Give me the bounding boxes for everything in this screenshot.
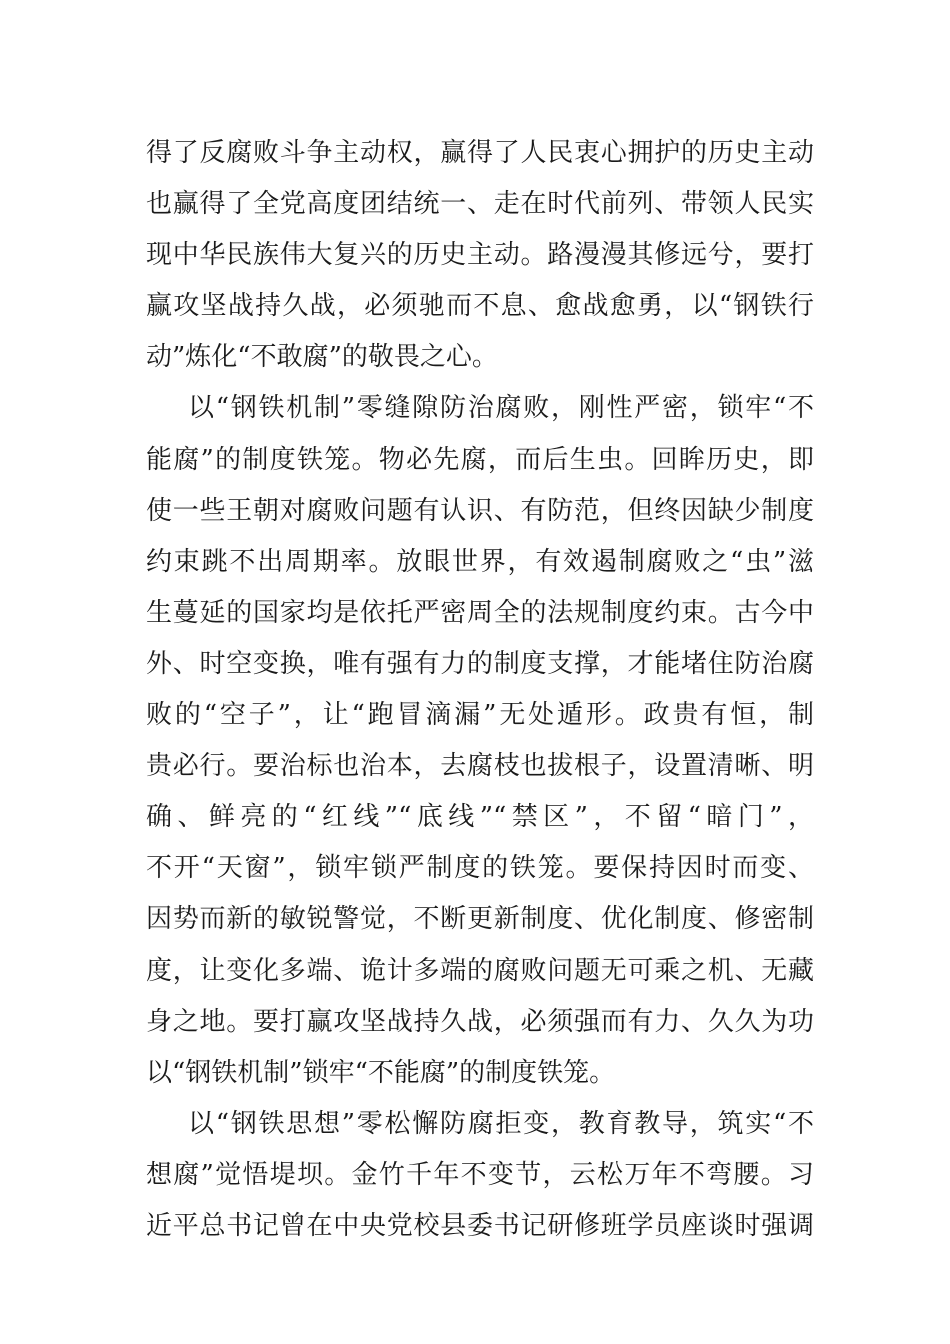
text-line: 动”炼化“不敢腐”的敬畏之心。 — [146, 342, 498, 373]
text-line: 不开“天窗”，锁牢锁严制度的铁笼。要保持因时而变、 — [146, 853, 814, 884]
text-line: 生蔓延的国家均是依托严密周全的法规制度约束。古今中 — [146, 597, 814, 628]
text-line: 近平总书记曾在中央党校县委书记研修班学员座谈时强调 — [146, 1210, 814, 1241]
text-line: 败的“空子”，让“跑冒滴漏”无处遁形。政贵有恒，制 — [146, 700, 814, 731]
text-line: 贵必行。要治标也治本，去腐枝也拔根子，设置清晰、明 — [146, 751, 814, 782]
text-line: 确、鲜亮的“红线”“底线”“禁区”，不留“暗门”， — [146, 802, 814, 833]
text-line: 得了反腐败斗争主动权，赢得了人民衷心拥护的历史主动 — [146, 138, 814, 168]
text-line: 赢攻坚战持久战，必须驰而不息、愈战愈勇，以“钢铁行 — [146, 291, 814, 322]
text-line: 使一些王朝对腐败问题有认识、有防范，但终因缺少制度 — [146, 495, 814, 526]
text-line: 外、时空变换，唯有强有力的制度支撑，才能堵住防治腐 — [146, 648, 814, 679]
text-line: 以“钢铁机制”锁牢“不能腐”的制度铁笼。 — [146, 1057, 616, 1088]
paragraph-start-line: 以“钢铁机制”零缝隙防治腐败，刚性严密，锁牢“不 — [188, 393, 814, 424]
text-line: 度，让变化多端、诡计多端的腐败问题无可乘之机、无藏 — [146, 955, 814, 986]
paragraph-start-line: 以“钢铁思想”零松懈防腐拒变，教育教导，筑实“不 — [188, 1108, 814, 1139]
text-line: 也赢得了全党高度团结统一、走在时代前列、带领人民实 — [146, 189, 814, 220]
text-line: 想腐”觉悟堤坝。金竹千年不变节，云松万年不弯腰。习 — [146, 1159, 814, 1190]
text-line: 能腐”的制度铁笼。物必先腐，而后生虫。回眸历史，即 — [146, 444, 814, 475]
text-line: 身之地。要打赢攻坚战持久战，必须强而有力、久久为功 — [146, 1006, 814, 1037]
text-line: 现中华民族伟大复兴的历史主动。路漫漫其修远兮，要打 — [146, 240, 814, 271]
text-line: 因势而新的敏锐警觉，不断更新制度、优化制度、修密制 — [146, 904, 814, 935]
text-line: 约束跳不出周期率。放眼世界，有效遏制腐败之“虫”滋 — [146, 546, 814, 577]
body-text — [146, 128, 814, 1252]
